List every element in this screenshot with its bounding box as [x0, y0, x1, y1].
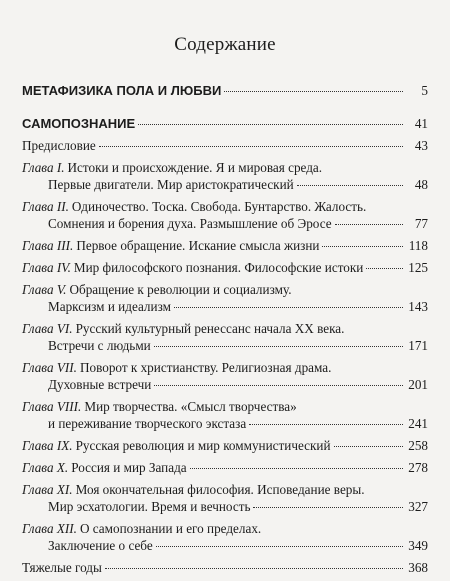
- chapter-title-line1: Первое обращение. Искание смысла жизни: [76, 238, 320, 253]
- chapter-label: Глава XII.: [22, 521, 77, 536]
- dot-leader: [190, 468, 403, 469]
- page-number: 278: [408, 460, 428, 475]
- page-number: 349: [408, 538, 428, 553]
- chapter-title-line2: Мир эсхатологии. Время и вечность: [48, 499, 251, 514]
- dot-leader: [322, 246, 403, 247]
- toc-part-entry[interactable]: [22, 82, 428, 99]
- dot-leader: [224, 91, 403, 92]
- page-number: 125: [408, 260, 428, 275]
- chapter-title-line2: Встречи с людьми: [48, 338, 151, 353]
- dot-leader: [99, 146, 403, 147]
- dot-leader: [105, 568, 403, 569]
- chapter-title-line1: Русский культурный ренессанс начала XX века.: [75, 321, 345, 336]
- page-number: 118: [408, 238, 428, 253]
- page-number: 201: [408, 377, 428, 392]
- dot-leader: [154, 346, 403, 347]
- toc-chapter-entry[interactable]: [22, 159, 428, 193]
- chapter-title-line1: Поворот к христианству. Религиозная драма.: [79, 360, 332, 375]
- page-number: 43: [414, 138, 428, 153]
- chapter-label: Глава IX.: [22, 438, 73, 453]
- page-title: Содержание: [174, 34, 276, 55]
- page-number: 241: [408, 416, 428, 431]
- chapter-title-line1: Мир творчества. «Смысл творчества»: [84, 399, 297, 414]
- toc-chapter-entry[interactable]: [22, 237, 428, 254]
- dot-leader: [335, 224, 403, 225]
- toc-entry-title: Тяжелые годы: [22, 560, 102, 575]
- chapter-title-line2: Сомнения и борения духа. Размышление об Эросе: [48, 216, 332, 231]
- page-number: 368: [408, 560, 428, 575]
- dot-leader: [156, 546, 403, 547]
- page-number: 48: [414, 177, 428, 192]
- chapter-title-line1: Россия и мир Запада: [71, 460, 187, 475]
- chapter-title-line2: Заключение о себе: [48, 538, 153, 553]
- chapter-title-line1: Одиночество. Тоска. Свобода. Бунтарство. Жалость.: [71, 199, 367, 214]
- toc-chapter-entry[interactable]: [22, 437, 428, 454]
- toc-chapter-entry[interactable]: [22, 459, 428, 476]
- page-number: 258: [408, 438, 428, 453]
- toc-part-title: САМОПОЗНАНИЕ: [22, 116, 136, 131]
- page-number: 77: [414, 216, 428, 231]
- toc-part-entry[interactable]: [22, 115, 428, 132]
- chapter-label: Глава XI.: [22, 482, 73, 497]
- toc-entry[interactable]: [22, 559, 428, 576]
- table-of-contents: [22, 82, 428, 581]
- page-number: 171: [408, 338, 428, 353]
- chapter-title-line1: Мир философского познания. Философские истоки: [73, 260, 364, 275]
- toc-chapter-entry[interactable]: [22, 398, 428, 432]
- toc-entry-title: Предисловие: [22, 138, 96, 153]
- chapter-label: Глава X.: [22, 460, 69, 475]
- chapter-title-line1: Истоки и происхождение. Я и мировая среда.: [67, 160, 323, 175]
- chapter-title-line2: Первые двигатели. Мир аристократический: [48, 177, 294, 192]
- dot-leader: [366, 268, 403, 269]
- dot-leader: [249, 424, 403, 425]
- dot-leader: [253, 507, 403, 508]
- page-number: 5: [421, 83, 428, 98]
- toc-chapter-entry[interactable]: [22, 198, 428, 232]
- page-number: 41: [414, 116, 428, 131]
- chapter-title-line2: Марксизм и идеализм: [48, 299, 171, 314]
- toc-chapter-entry[interactable]: [22, 281, 428, 315]
- toc-part-title: МЕТАФИЗИКА ПОЛА И ЛЮБВИ: [22, 83, 222, 98]
- chapter-label: Глава V.: [22, 282, 67, 297]
- toc-chapter-entry[interactable]: [22, 259, 428, 276]
- chapter-title-line2: Духовные встречи: [48, 377, 152, 392]
- chapter-title-line1: Обращение к революции и социализму.: [69, 282, 292, 297]
- dot-leader: [138, 124, 403, 125]
- dot-leader: [154, 385, 403, 386]
- chapter-title-line1: Моя окончательная философия. Исповедание веры.: [75, 482, 365, 497]
- dot-leader: [334, 446, 403, 447]
- toc-chapter-entry[interactable]: [22, 320, 428, 354]
- toc-chapter-entry[interactable]: [22, 520, 428, 554]
- chapter-title-line1: О самопознании и его пределах.: [79, 521, 262, 536]
- chapter-title-line2: и переживание творческого экстаза: [48, 416, 247, 431]
- toc-entry[interactable]: [22, 137, 428, 154]
- toc-chapter-entry[interactable]: [22, 481, 428, 515]
- dot-leader: [174, 307, 403, 308]
- chapter-label: Глава II.: [22, 199, 69, 214]
- page-number: 327: [408, 499, 428, 514]
- chapter-label: Глава VI.: [22, 321, 73, 336]
- chapter-label: Глава VIII.: [22, 399, 82, 414]
- chapter-title-line1: Русская революция и мир коммунистический: [75, 438, 331, 453]
- chapter-label: Глава I.: [22, 160, 65, 175]
- dot-leader: [297, 185, 403, 186]
- chapter-label: Глава IV.: [22, 260, 71, 275]
- chapter-label: Глава III.: [22, 238, 74, 253]
- page-number: 143: [408, 299, 428, 314]
- toc-chapter-entry[interactable]: [22, 359, 428, 393]
- chapter-label: Глава VII.: [22, 360, 77, 375]
